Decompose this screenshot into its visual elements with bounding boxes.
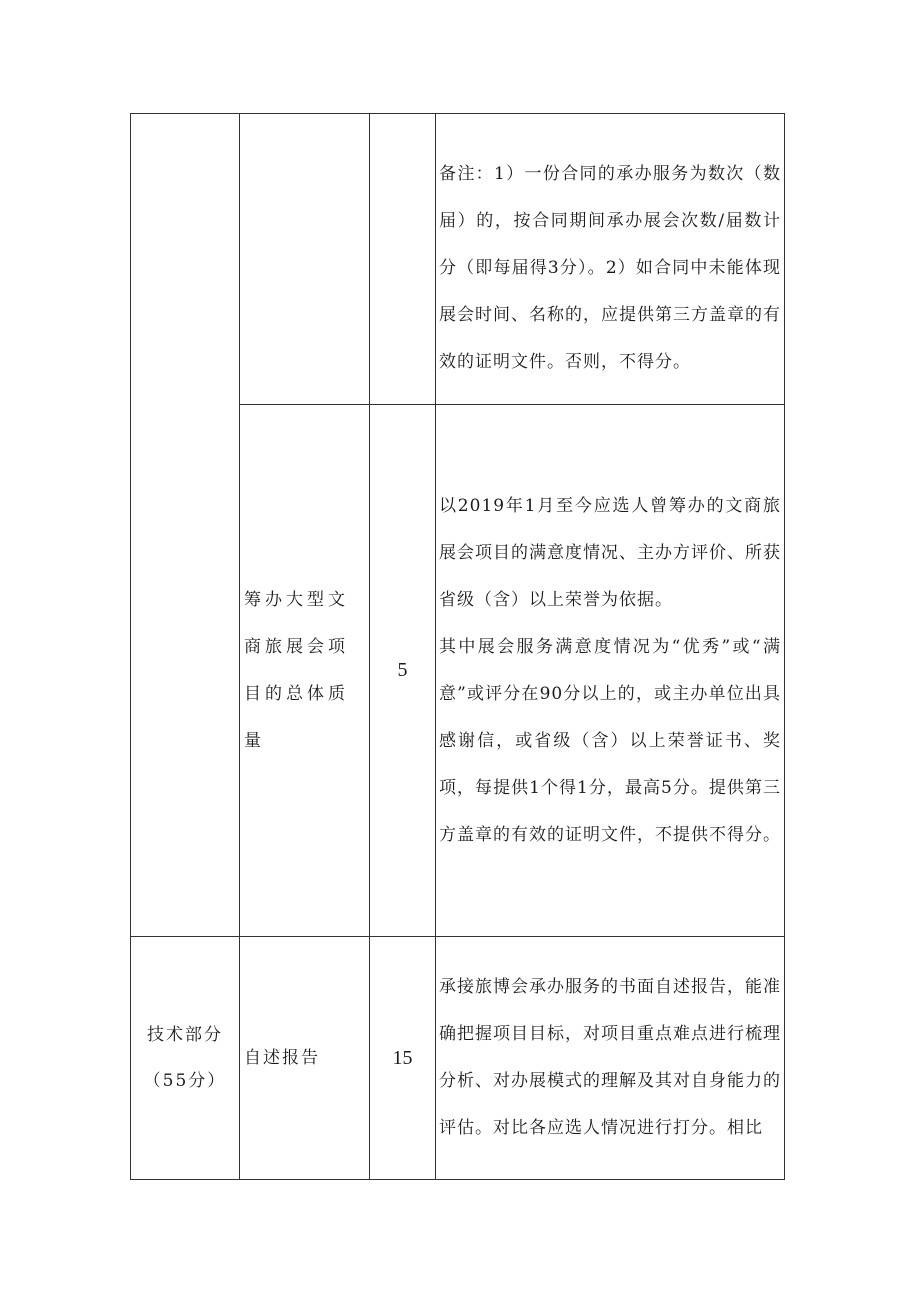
category-text: 技术部分（55分） (143, 1025, 227, 1091)
criteria-cell (436, 405, 785, 937)
criteria-text: 以2019年1月至今应选人曾筹办的文商旅展会项目的满意度情况、主办方评价、所获省级（含）以上荣誉为依据。 其中展会服务满意度情况为“优秀”或“满意”或评分在90分以上的，或主办单位出具感谢信，或省级（含）以上荣誉证书、奖项，每提供1个得1分，最高5分。提供第三方盖章的有效的证明文件，不提供不得分。 (439, 495, 781, 845)
item-cell (240, 937, 370, 1180)
table-row (131, 114, 785, 405)
criteria-text: 备注：1）一份合同的承办服务为数次（数届）的，按合同期间承办展会次数/届数计分（即每届得3分）。2）如合同中未能体现展会时间、名称的，应提供第三方盖章的有效的证明文件。否则，不得分。 (439, 163, 781, 372)
item-text: 筹办大型文商旅展会项目的总体质量 (244, 589, 349, 751)
criteria-cell (436, 937, 785, 1180)
score-cell (370, 114, 436, 405)
criteria-text: 承接旅博会承办服务的书面自述报告，能准确把握项目目标，对项目重点难点进行梳理分析、对办展模式的理解及其对自身能力的评估。对比各应选人情况进行打分。相比 (439, 977, 781, 1138)
score-cell (370, 405, 436, 937)
item-text: 自述报告 (244, 1047, 320, 1068)
item-cell (240, 114, 370, 405)
score-text: 15 (392, 1046, 413, 1069)
criteria-cell (436, 114, 785, 405)
score-cell (370, 937, 436, 1180)
score-text: 5 (397, 659, 408, 681)
item-cell (240, 405, 370, 937)
table-row (131, 937, 785, 1180)
category-cell (131, 937, 240, 1180)
scoring-table (130, 113, 785, 1180)
category-cell (131, 114, 240, 937)
